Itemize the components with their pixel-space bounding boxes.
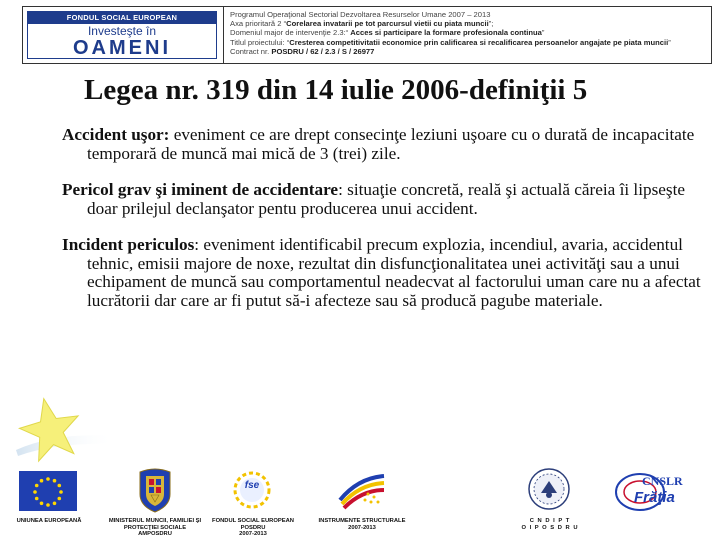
definition-text: : eveniment identificabil precum explozia, incendiul, avaria, accidentul tehnic, emisii majore de noxe, rezultat din disfuncţionalitatea unei activităţi sau a unui echipament de muncă sau comportamentul neadecvat al factorului uman care nu a afectat lucrătorii dar care ar fi putut să-i afecteze sau să producă pagube materiale. — [87, 235, 701, 310]
eu-caption: UNIUNEA EUROPEANĂ — [16, 518, 82, 524]
cndipt-caption: C N D I P T O I P O S D R U — [521, 518, 579, 531]
structural-instruments-icon — [338, 470, 386, 510]
definition-text: : situaţie concretă, reală şi actuală căreia îi lipseşte doar prilejul declanşator pentu producerea unui accident. — [87, 180, 685, 218]
definition-item — [62, 126, 702, 163]
logo-mid-text: Investeşte în — [87, 24, 157, 38]
header-line-domain: Domeniul major de intervenţie 2.3:“ Acces si participare la formare profesionala continua” — [230, 28, 545, 38]
definition-item — [62, 236, 702, 310]
header-info — [230, 10, 710, 56]
header-divider — [223, 7, 224, 63]
fse-oameni-logo — [27, 11, 217, 59]
definitions-list — [62, 126, 702, 328]
definition-term: Incident periculos — [62, 235, 195, 254]
header-line-project: Titlul proiectului: “Cresterea competitivitatii economice prin calificarea si recalificarea persoanelor angajate pe piata muncii” — [230, 37, 671, 47]
cndipt-logo-icon — [527, 466, 571, 512]
definition-term: Pericol grav şi iminent de accidentare — [62, 180, 339, 199]
cnslr-top-text: CNSLR — [642, 474, 683, 488]
header-line-contract: Contract nr. POSDRU / 62 / 2.3 / S / 26977 — [230, 46, 375, 56]
coat-of-arms-icon — [136, 466, 174, 514]
definition-term: Accident uşor: — [62, 125, 170, 144]
ministry-caption: MINISTERUL MUNCII, FAMILIEI ŞI PROTECŢIEI SOCIALE AMPOSDRU — [108, 518, 202, 538]
footer-logos — [0, 456, 728, 546]
project-header — [22, 6, 712, 64]
structural-instruments-caption: INSTRUMENTE STRUCTURALE 2007-2013 — [318, 518, 406, 531]
fse-logo-text: fse — [244, 480, 260, 491]
cnslr-bottom-text: Frăţia — [634, 489, 675, 506]
definition-text: eveniment ce are drept consecinţe leziuni uşoare cu o durată de incapacitate temporară de muncă mai mică de 3 (trei) zile. — [87, 125, 695, 163]
definition-item — [62, 181, 702, 218]
page-title: Legea nr. 319 din 14 iulie 2006-definiţii 5 — [84, 74, 588, 106]
logo-big-text: OAMENI — [73, 37, 171, 59]
fse-caption: FONDUL SOCIAL EUROPEAN POSDRU 2007-2013 — [212, 518, 294, 538]
eu-flag-icon — [19, 471, 77, 511]
logo-top-text: FONDUL SOCIAL EUROPEAN — [28, 12, 216, 24]
header-line-axis: Axa prioritară 2 “Corelarea invatarii pe tot parcursul vietii cu piata muncii”; — [230, 19, 494, 29]
header-line-program: Programul Operaţional Sectorial Dezvoltarea Resurselor Umane 2007 – 2013 — [230, 10, 491, 19]
